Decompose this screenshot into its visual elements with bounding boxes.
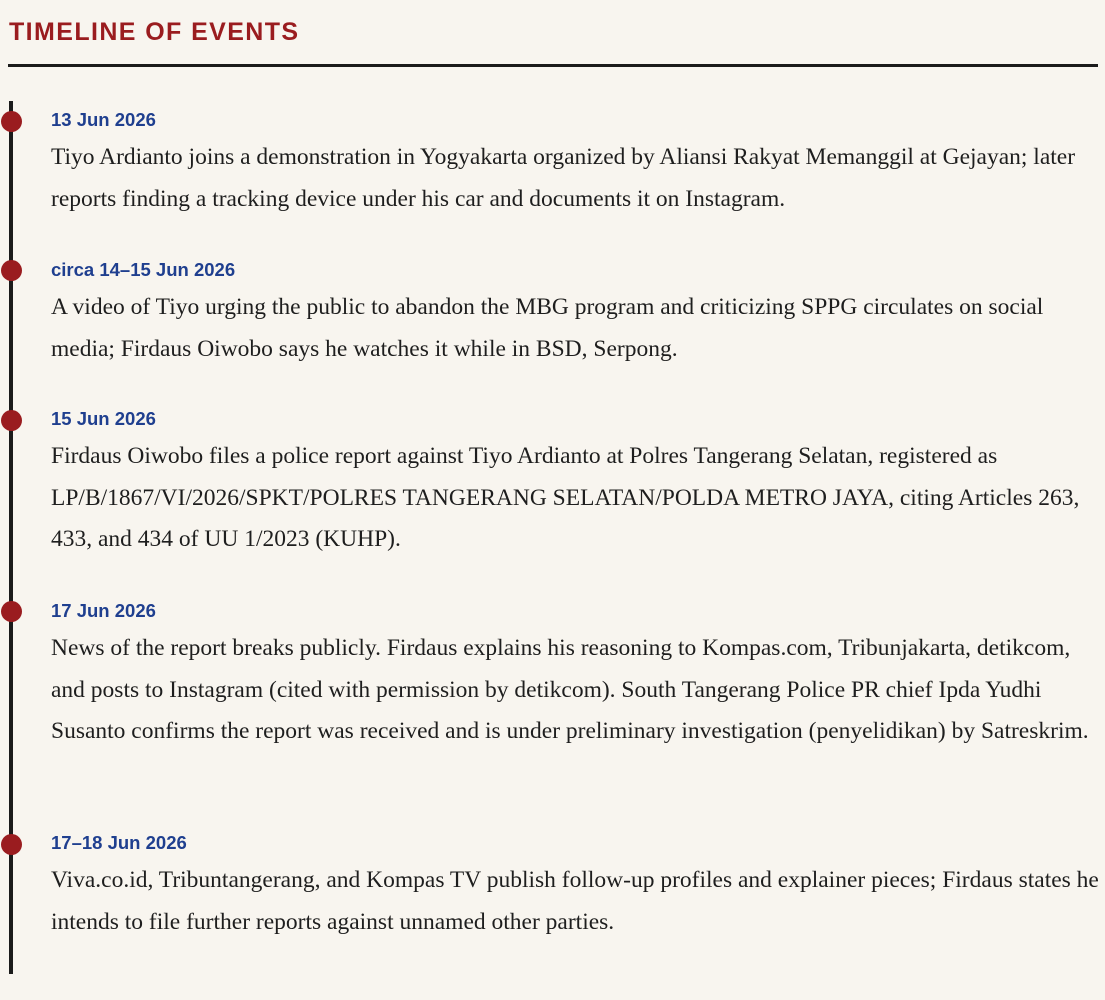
event-description: Viva.co.id, Tribuntangerang, and Kompas TV publish follow-up profiles and explainer pieces; Firdaus states he intends to file further reports against unnamed other parties. [51,867,1099,935]
event-date: 15 Jun 2026 [51,408,156,429]
timeline-dot-icon [1,601,22,622]
event-description: A video of Tiyo urging the public to abandon the MBG program and criticizing SPPG circulates on social media; Firdaus Oiwobo says he watches it while in BSD, Serpong. [51,294,1044,362]
event-description: Firdaus Oiwobo files a police report against Tiyo Ardianto at Polres Tangerang Selatan, registered as LP/B/1867/VI/2026/SPKT/POLRES TANGERANG SELATAN/POLDA METRO JAYA, citing Articles 263, 433, and 434 of UU 1/2023 (KUHP). [51,443,1080,552]
timeline-dot-icon [1,111,22,132]
event-date: 13 Jun 2026 [51,109,156,130]
timeline-dot-icon [1,834,22,855]
event-date: 17 Jun 2026 [51,600,156,621]
event-description: Tiyo Ardianto joins a demonstration in Yogyakarta organized by Aliansi Rakyat Memanggil at Gejayan; later reports finding a tracking device under his car and documents it on Instagram. [51,144,1076,212]
timeline-dot-icon [1,410,22,431]
section-heading: TIMELINE OF EVENTS [9,18,300,46]
timeline-dot-icon [1,260,22,281]
event-date: 17–18 Jun 2026 [51,832,187,853]
event-date: circa 14–15 Jun 2026 [51,259,236,280]
event-description: News of the report breaks publicly. Firdaus explains his reasoning to Kompas.com, Tribunjakarta, detikcom, and posts to Instagram (cited with permission by detikcom). South Tangerang Police PR chief Ipda Yudhi Susanto confirms the report was received and is under preliminary investigation (penyelidikan) by Satreskrim. [51,635,1089,744]
